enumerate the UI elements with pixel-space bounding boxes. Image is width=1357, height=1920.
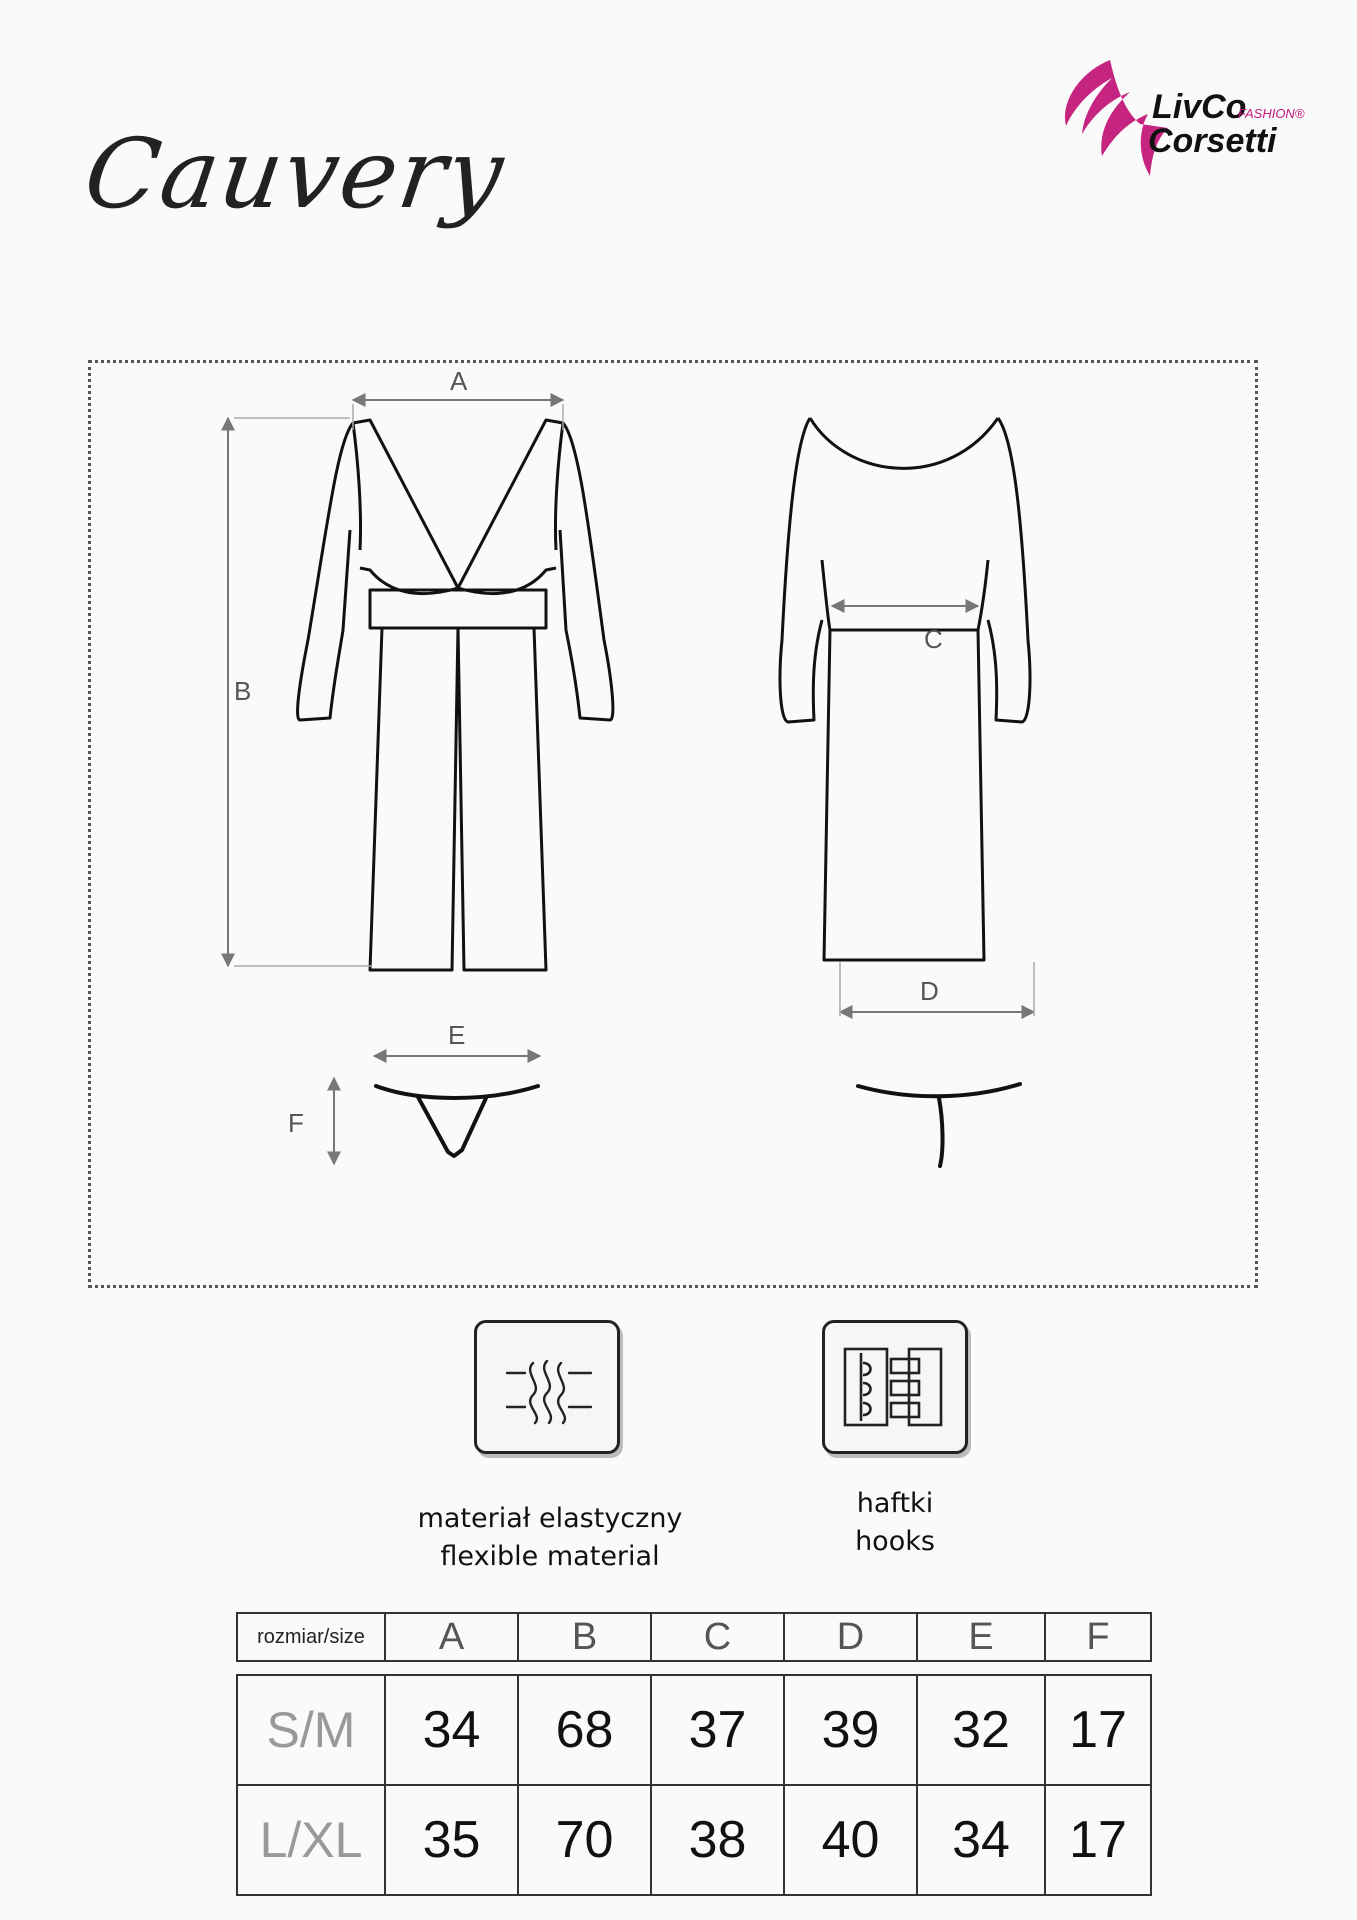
brand-tag: FASHION®	[1238, 106, 1305, 121]
dim-label-f: F	[288, 1108, 304, 1138]
table-cell: 34	[384, 1676, 517, 1784]
feature-label-flexible-en: flexible material	[440, 1541, 660, 1572]
feature-label-flexible-pl: materiał elastyczny	[417, 1503, 683, 1534]
product-title: Cauvery	[78, 118, 512, 230]
size-table-header	[236, 1612, 1152, 1662]
table-cell: 70	[517, 1786, 650, 1894]
row-size-label: L/XL	[259, 1812, 363, 1868]
size-table-body	[236, 1674, 1152, 1896]
table-cell: 17	[1044, 1786, 1150, 1894]
table-row	[238, 1784, 1150, 1894]
dim-label-e: E	[448, 1020, 466, 1050]
feature-label-hooks-en: hooks	[855, 1526, 935, 1557]
robe-front-drawing	[298, 420, 613, 970]
dim-label-b: B	[234, 676, 252, 706]
table-cell: 34	[916, 1786, 1044, 1894]
dim-label-c: C	[924, 624, 943, 654]
garment-diagram	[88, 360, 1258, 1288]
table-cell: 39	[783, 1676, 916, 1784]
table-cell: 32	[916, 1676, 1044, 1784]
robe-back-drawing	[780, 418, 1030, 960]
header-cell-d: D	[783, 1614, 916, 1660]
header-cell-e: E	[916, 1614, 1044, 1660]
row-size-label: S/M	[266, 1702, 356, 1758]
thong-back-drawing	[858, 1084, 1020, 1166]
brand-name-line2: Corsetti	[1148, 122, 1277, 160]
dim-label-a: A	[450, 366, 468, 396]
table-cell: 40	[783, 1786, 916, 1894]
table-cell: 37	[650, 1676, 783, 1784]
table-cell: 38	[650, 1786, 783, 1894]
table-cell: 17	[1044, 1676, 1150, 1784]
size-table	[236, 1612, 1152, 1896]
table-cell: 35	[384, 1786, 517, 1894]
header-cell-size: rozmiar/size	[257, 1625, 365, 1648]
table-row	[238, 1676, 1150, 1784]
table-cell: 68	[517, 1676, 650, 1784]
feature-label-flexible	[370, 1500, 730, 1576]
header-cell-c: C	[650, 1614, 783, 1660]
header-cell-b: B	[517, 1614, 650, 1660]
brand-name-line1: LivCo	[1152, 88, 1247, 126]
flexible-material-icon	[474, 1320, 620, 1454]
hooks-icon	[822, 1320, 968, 1454]
header-cell-a: A	[384, 1614, 517, 1660]
thong-front-drawing	[376, 1086, 538, 1156]
header-cell-f: F	[1044, 1614, 1150, 1660]
feature-label-hooks	[800, 1485, 990, 1561]
dim-label-d: D	[920, 976, 939, 1006]
feature-label-hooks-pl: haftki	[856, 1488, 934, 1519]
brand-logo	[1040, 52, 1305, 192]
